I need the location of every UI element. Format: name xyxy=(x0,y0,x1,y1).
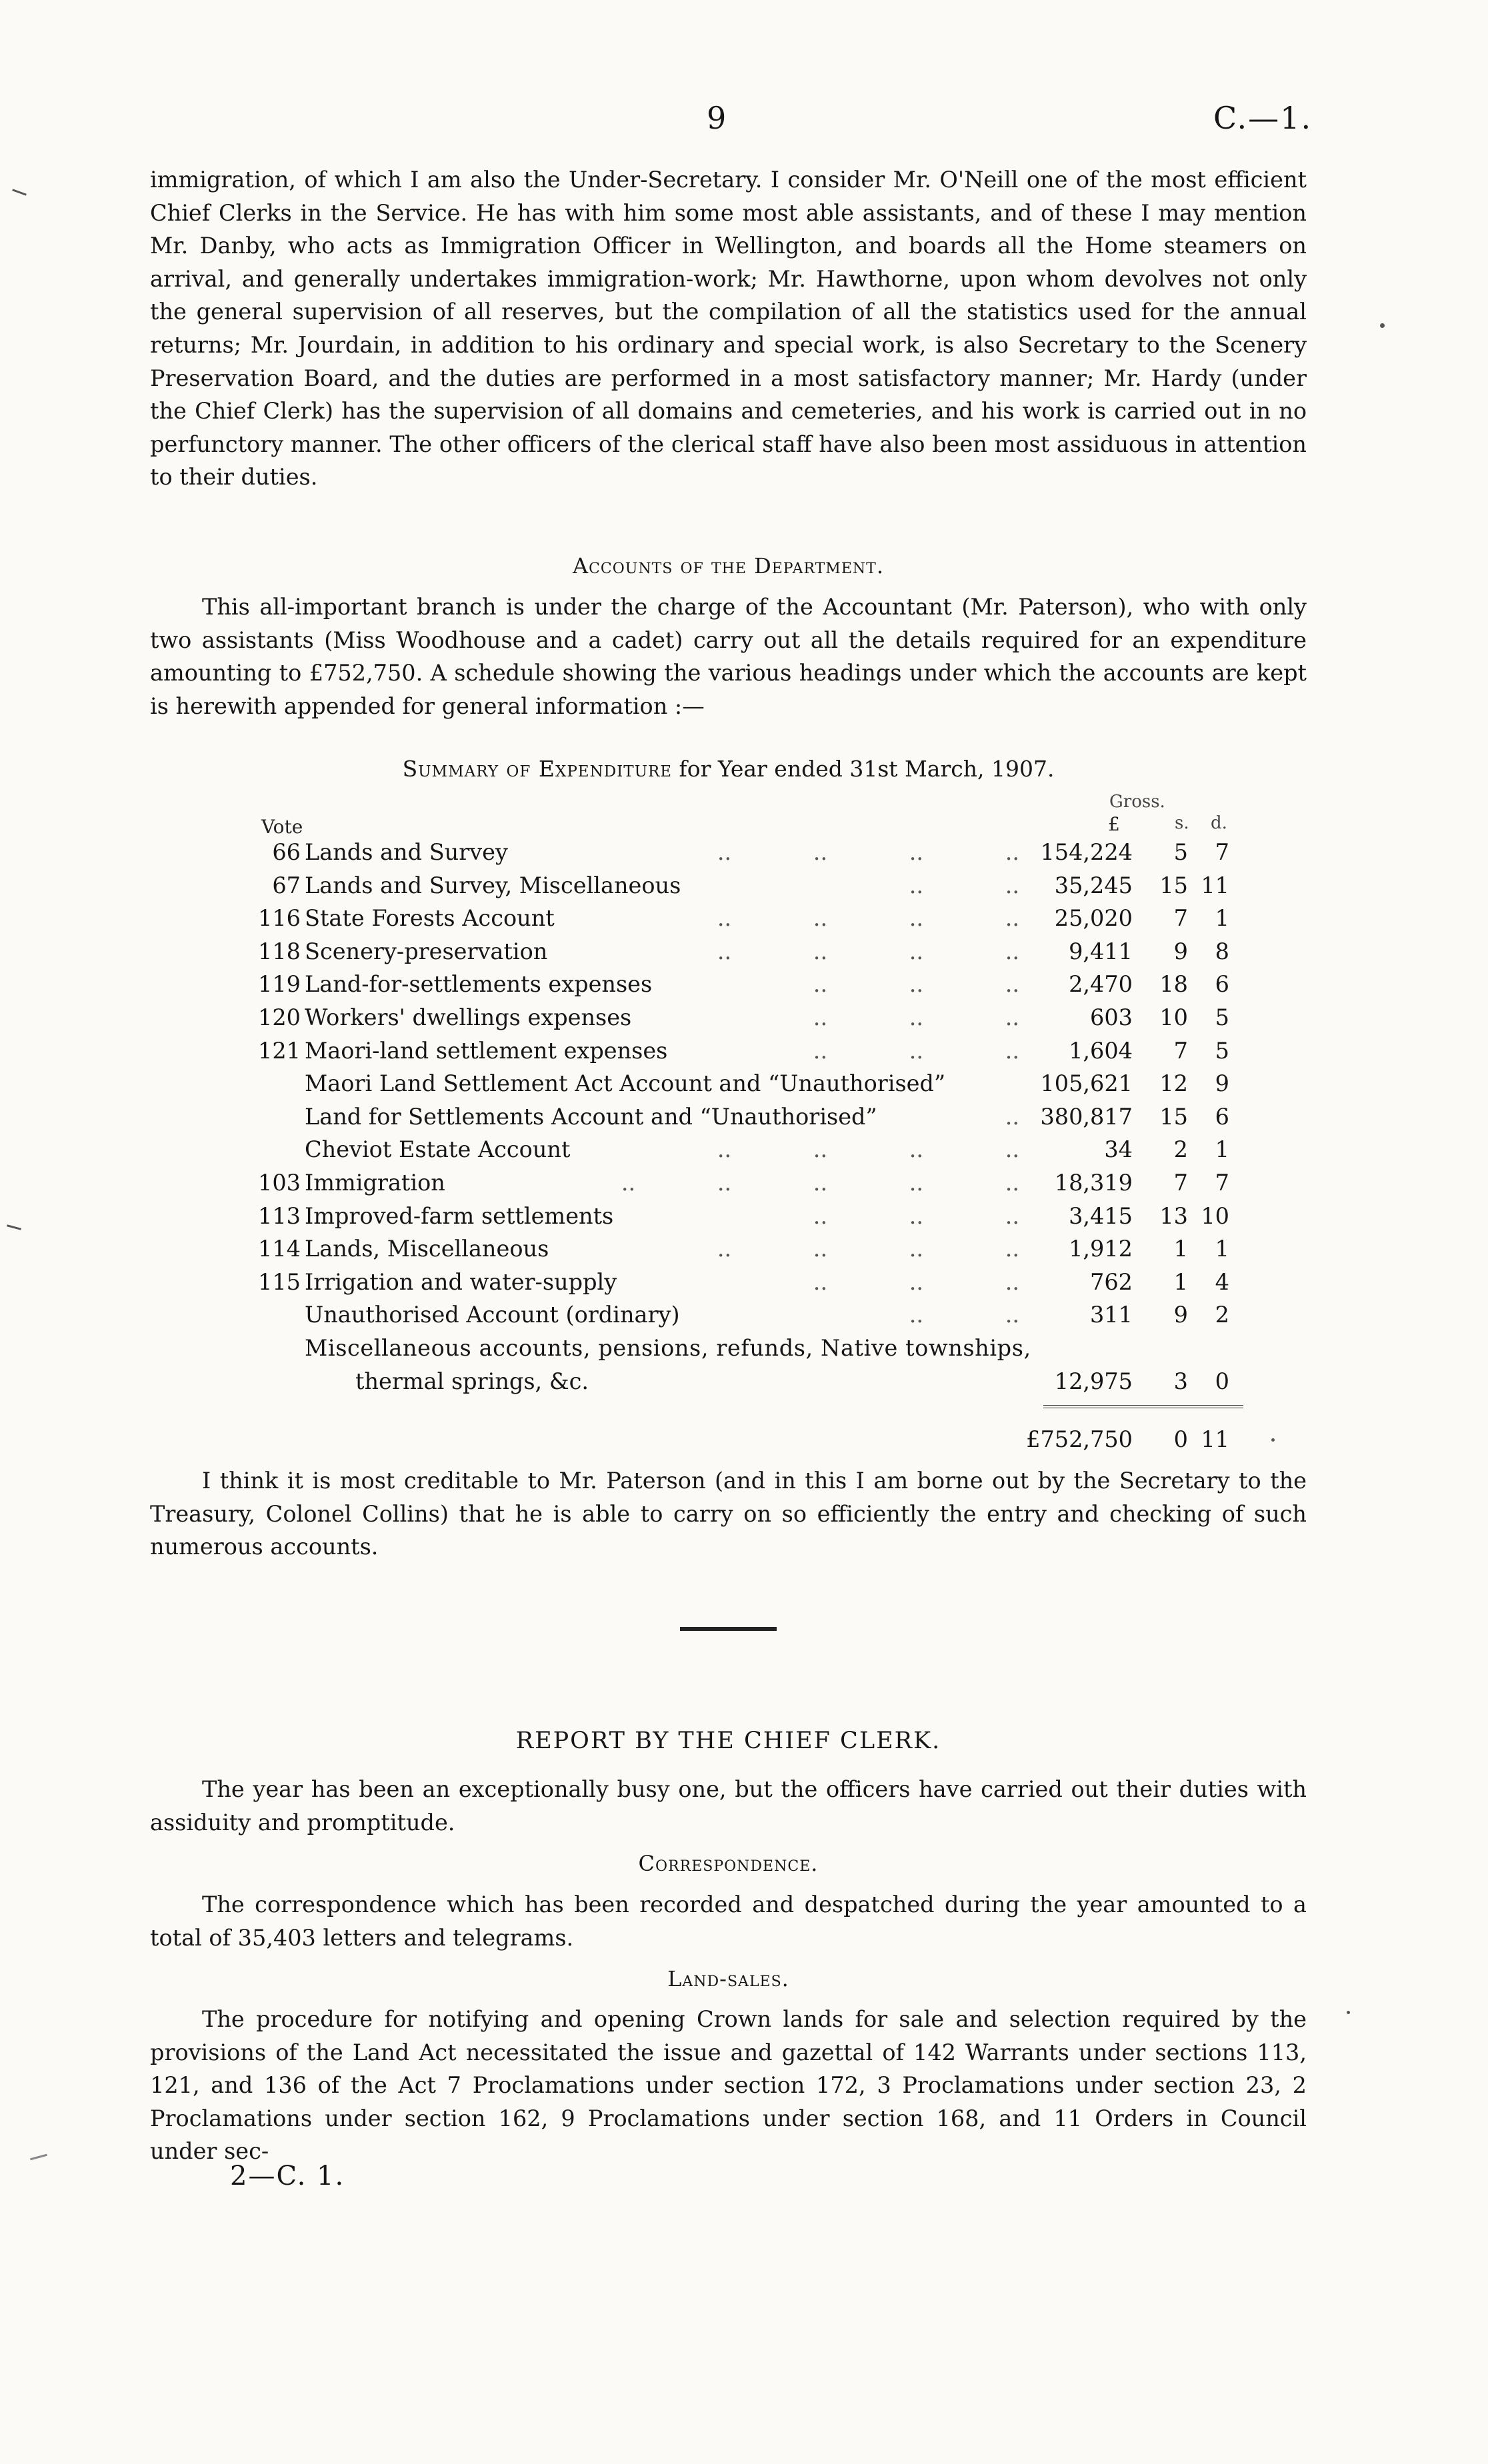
dot-leaders: .. .. .. .. xyxy=(717,905,1019,932)
table-row xyxy=(256,935,1236,968)
row-shillings: 1 xyxy=(1173,1268,1188,1295)
vote-number: 116 xyxy=(258,905,301,932)
total-shillings: 0 xyxy=(1173,1426,1188,1452)
row-pence: 7 xyxy=(1215,839,1229,865)
row-pounds: 311 xyxy=(1090,1302,1133,1328)
page-number: 9 xyxy=(707,100,727,136)
row-shillings: 10 xyxy=(1159,1004,1188,1030)
total-pence: 11 xyxy=(1201,1426,1229,1452)
row-pence: 5 xyxy=(1215,1004,1229,1030)
table-row xyxy=(256,1332,1236,1365)
table-row xyxy=(256,968,1236,1001)
row-pounds: 380,817 xyxy=(1040,1103,1133,1130)
row-shillings: 15 xyxy=(1159,1103,1188,1130)
table-row xyxy=(256,1034,1236,1068)
row-shillings: 18 xyxy=(1159,971,1188,998)
row-pounds: 9,411 xyxy=(1069,938,1133,964)
row-shillings: 5 xyxy=(1173,839,1188,865)
row-description: Unauthorised Account (ordinary) xyxy=(305,1302,680,1328)
row-pounds: 603 xyxy=(1090,1004,1133,1030)
dot-leaders: .. .. .. .. xyxy=(717,1136,1019,1163)
row-pence: 7 xyxy=(1215,1169,1229,1196)
row-description-continued: thermal springs, &c. xyxy=(355,1368,589,1394)
margin-speck xyxy=(1347,2011,1350,2014)
summary-title xyxy=(150,756,1307,782)
document-reference: C.—1. xyxy=(1213,100,1313,136)
row-description: Improved-farm settlements xyxy=(305,1202,614,1229)
shillings-column-header: s. xyxy=(1175,813,1189,833)
row-pence: 2 xyxy=(1215,1302,1229,1328)
vote-number: 67 xyxy=(272,872,301,898)
table-row xyxy=(256,1166,1236,1200)
row-pounds: 12,975 xyxy=(1054,1368,1133,1394)
row-pence: 5 xyxy=(1215,1037,1229,1064)
dot-leaders: .. .. .. .. xyxy=(717,839,1019,865)
row-pence: 11 xyxy=(1201,872,1229,898)
table-row xyxy=(256,1100,1236,1134)
table-row xyxy=(256,869,1236,902)
dot-leaders: .. .. .. .. xyxy=(717,1236,1019,1262)
table-row xyxy=(256,1365,1236,1398)
dot-leaders: .. .. xyxy=(909,1302,1019,1328)
row-pence: 9 xyxy=(1215,1070,1229,1097)
dot-leaders: .. .. xyxy=(909,872,1019,898)
pounds-column-header: £ xyxy=(1108,813,1120,835)
page-header xyxy=(0,100,1488,140)
intro-paragraph: immigration, of which I am also the Under-Secretary. I consider Mr. O'Neill one of the most efficient Chief Clerks in the Service. He has with him some most able assistants, and of these I may mention Mr. Danby, who acts as Immigration Officer in Wellington, and boards all the Home steamers on arrival, and generally undertakes immigration-work; Mr. Hawthorne, upon whom devolves not only the general supervision of all reserves, but the compilation of all the statistics used for the annual returns; Mr. Jourdain, in addition to his ordinary and special work, is also Secretary to the Scenery Preservation Board, and the duties are performed in a most satisfactory manner; Mr. Hardy (under the Chief Clerk) has the supervision of all domains and cemeteries, and his work is carried out in no perfunctory manner. The other officers of the clerical staff have also been most assiduous in attention to their duties. xyxy=(150,167,1307,491)
row-shillings: 9 xyxy=(1173,1302,1188,1328)
section-divider xyxy=(680,1627,777,1631)
table-row xyxy=(256,836,1236,869)
row-shillings: 13 xyxy=(1159,1202,1188,1229)
row-pence: 6 xyxy=(1215,971,1229,998)
table-row xyxy=(256,1266,1236,1299)
margin-speck xyxy=(12,189,27,195)
row-pence: 0 xyxy=(1215,1368,1229,1394)
row-shillings: 7 xyxy=(1173,1037,1188,1064)
correspondence-paragraph: The correspondence which has been recorded and despatched during the year amounted to a total of 35,403 letters and telegrams. xyxy=(150,1891,1307,1951)
vote-number: 103 xyxy=(258,1169,301,1196)
gross-column-header: Gross. xyxy=(1109,792,1165,812)
row-pence: 8 xyxy=(1215,938,1229,964)
row-description: Scenery-preservation xyxy=(305,938,548,964)
margin-speck xyxy=(1271,1438,1275,1442)
table-row xyxy=(256,1200,1236,1233)
row-description: Lands and Survey xyxy=(305,839,508,865)
row-description: Irrigation and water-supply xyxy=(305,1268,617,1295)
margin-speck xyxy=(30,2154,47,2161)
margin-speck xyxy=(1380,323,1385,328)
row-pounds: 25,020 xyxy=(1054,905,1133,932)
row-pounds: 1,912 xyxy=(1069,1236,1133,1262)
row-shillings: 15 xyxy=(1159,872,1188,898)
row-pounds: 762 xyxy=(1090,1268,1133,1295)
table-row xyxy=(256,902,1236,935)
row-pounds: 18,319 xyxy=(1054,1169,1133,1196)
chief-clerk-heading: REPORT BY THE CHIEF CLERK. xyxy=(515,1728,941,1754)
row-shillings: 3 xyxy=(1173,1368,1188,1394)
row-description: Maori-land settlement expenses xyxy=(305,1037,668,1064)
accounts-heading: Accounts of the Department. xyxy=(572,553,884,579)
accounts-paragraph: This all-important branch is under the charge of the Accountant (Mr. Paterson), who with only two assistants (Miss Woodhouse and a cadet) carry out all the details required for an expenditure amounting to £752,750. A schedule showing the various headings under which the accounts are kept is herewith appended for general information :— xyxy=(150,594,1307,719)
vote-number: 120 xyxy=(258,1004,301,1030)
land-sales-paragraph: The procedure for notifying and opening Crown lands for sale and selection required by the provisions of the Land Act necessitated the issue and gazettal of 142 Warrants under sections 113, 121, and 136 of the Act 7 Proclamations under section 172, 3 Proclamations under section 23, 2 Proclamations under section 162, 9 Proclamations under section 168, and 11 Orders in Council under sec- xyxy=(150,2006,1307,2165)
row-shillings: 9 xyxy=(1173,938,1188,964)
row-description: Lands, Miscellaneous xyxy=(305,1236,549,1262)
row-description: Immigration xyxy=(305,1169,445,1196)
chief-clerk-paragraph: The year has been an exceptionally busy one, but the officers have carried out their duties with assiduity and promptitude. xyxy=(150,1776,1307,1836)
table-row xyxy=(256,1298,1236,1332)
row-description: Maori Land Settlement Act Account and “Unauthorised” xyxy=(305,1070,946,1097)
row-pence: 10 xyxy=(1201,1202,1229,1229)
closing-paragraph: I think it is most creditable to Mr. Paterson (and in this I am borne out by the Secretary to the Treasury, Colonel Collins) that he is able to carry on so efficiently the entry and checking of such numerous accounts. xyxy=(150,1468,1307,1560)
row-pounds: 3,415 xyxy=(1069,1202,1133,1229)
row-pounds: 34 xyxy=(1104,1136,1133,1163)
total-row xyxy=(256,1423,1236,1456)
row-pounds: 105,621 xyxy=(1040,1070,1133,1097)
dot-leaders: .. .. .. .. .. xyxy=(621,1169,1019,1196)
row-description: Lands and Survey, Miscellaneous xyxy=(305,872,681,898)
row-description: Land-for-settlements expenses xyxy=(305,971,653,998)
margin-speck xyxy=(7,1224,21,1230)
row-description: State Forests Account xyxy=(305,905,555,932)
table-row xyxy=(256,1067,1236,1100)
row-description: Cheviot Estate Account xyxy=(305,1136,571,1163)
row-description: Miscellaneous accounts, pensions, refunds, Native townships, xyxy=(305,1334,1031,1361)
summary-title-rest: for Year ended 31st March, 1907. xyxy=(672,756,1055,782)
expenditure-rows xyxy=(256,836,1236,1398)
table-row xyxy=(256,1001,1236,1034)
signature-mark: 2—C. 1. xyxy=(230,2161,345,2191)
vote-number: 66 xyxy=(272,839,301,865)
row-pounds: 1,604 xyxy=(1069,1037,1133,1064)
dot-leaders: .. .. .. .. xyxy=(717,938,1019,964)
vote-number: 115 xyxy=(258,1268,301,1295)
dot-leaders: .. xyxy=(1005,1103,1019,1130)
row-pence: 4 xyxy=(1215,1268,1229,1295)
row-shillings: 7 xyxy=(1173,1169,1188,1196)
row-pence: 1 xyxy=(1215,905,1229,932)
correspondence-heading: Correspondence. xyxy=(638,1851,819,1876)
summary-title-smallcaps: Summary of Expenditure xyxy=(402,756,673,782)
table-row xyxy=(256,1232,1236,1266)
dot-leaders: .. .. .. xyxy=(813,971,1019,998)
dot-leaders: .. .. .. xyxy=(813,1004,1019,1030)
dot-leaders: .. .. .. xyxy=(813,1202,1019,1229)
table-row xyxy=(256,1133,1236,1166)
row-shillings: 7 xyxy=(1173,905,1188,932)
total-pounds: £752,750 xyxy=(1026,1426,1133,1452)
row-description: Workers' dwellings expenses xyxy=(305,1004,632,1030)
row-pence: 1 xyxy=(1215,1136,1229,1163)
total-double-rule xyxy=(1043,1405,1243,1408)
row-pence: 6 xyxy=(1215,1103,1229,1130)
vote-column-header: Vote xyxy=(261,816,303,838)
dot-leaders: .. .. .. xyxy=(813,1037,1019,1064)
pence-column-header: d. xyxy=(1211,813,1227,833)
row-pence: 1 xyxy=(1215,1236,1229,1262)
vote-number: 119 xyxy=(258,971,301,998)
row-shillings: 2 xyxy=(1173,1136,1188,1163)
vote-number: 118 xyxy=(258,938,301,964)
vote-number: 113 xyxy=(258,1202,301,1229)
row-shillings: 1 xyxy=(1173,1236,1188,1262)
land-sales-heading: Land-sales. xyxy=(667,1966,789,1991)
vote-number: 114 xyxy=(258,1236,301,1262)
row-pounds: 35,245 xyxy=(1054,872,1133,898)
row-shillings: 12 xyxy=(1159,1070,1188,1097)
row-pounds: 154,224 xyxy=(1040,839,1133,865)
row-description: Land for Settlements Account and “Unauthorised” xyxy=(305,1103,877,1130)
dot-leaders: .. .. .. xyxy=(813,1268,1019,1295)
row-pounds: 2,470 xyxy=(1069,971,1133,998)
vote-number: 121 xyxy=(258,1037,301,1064)
